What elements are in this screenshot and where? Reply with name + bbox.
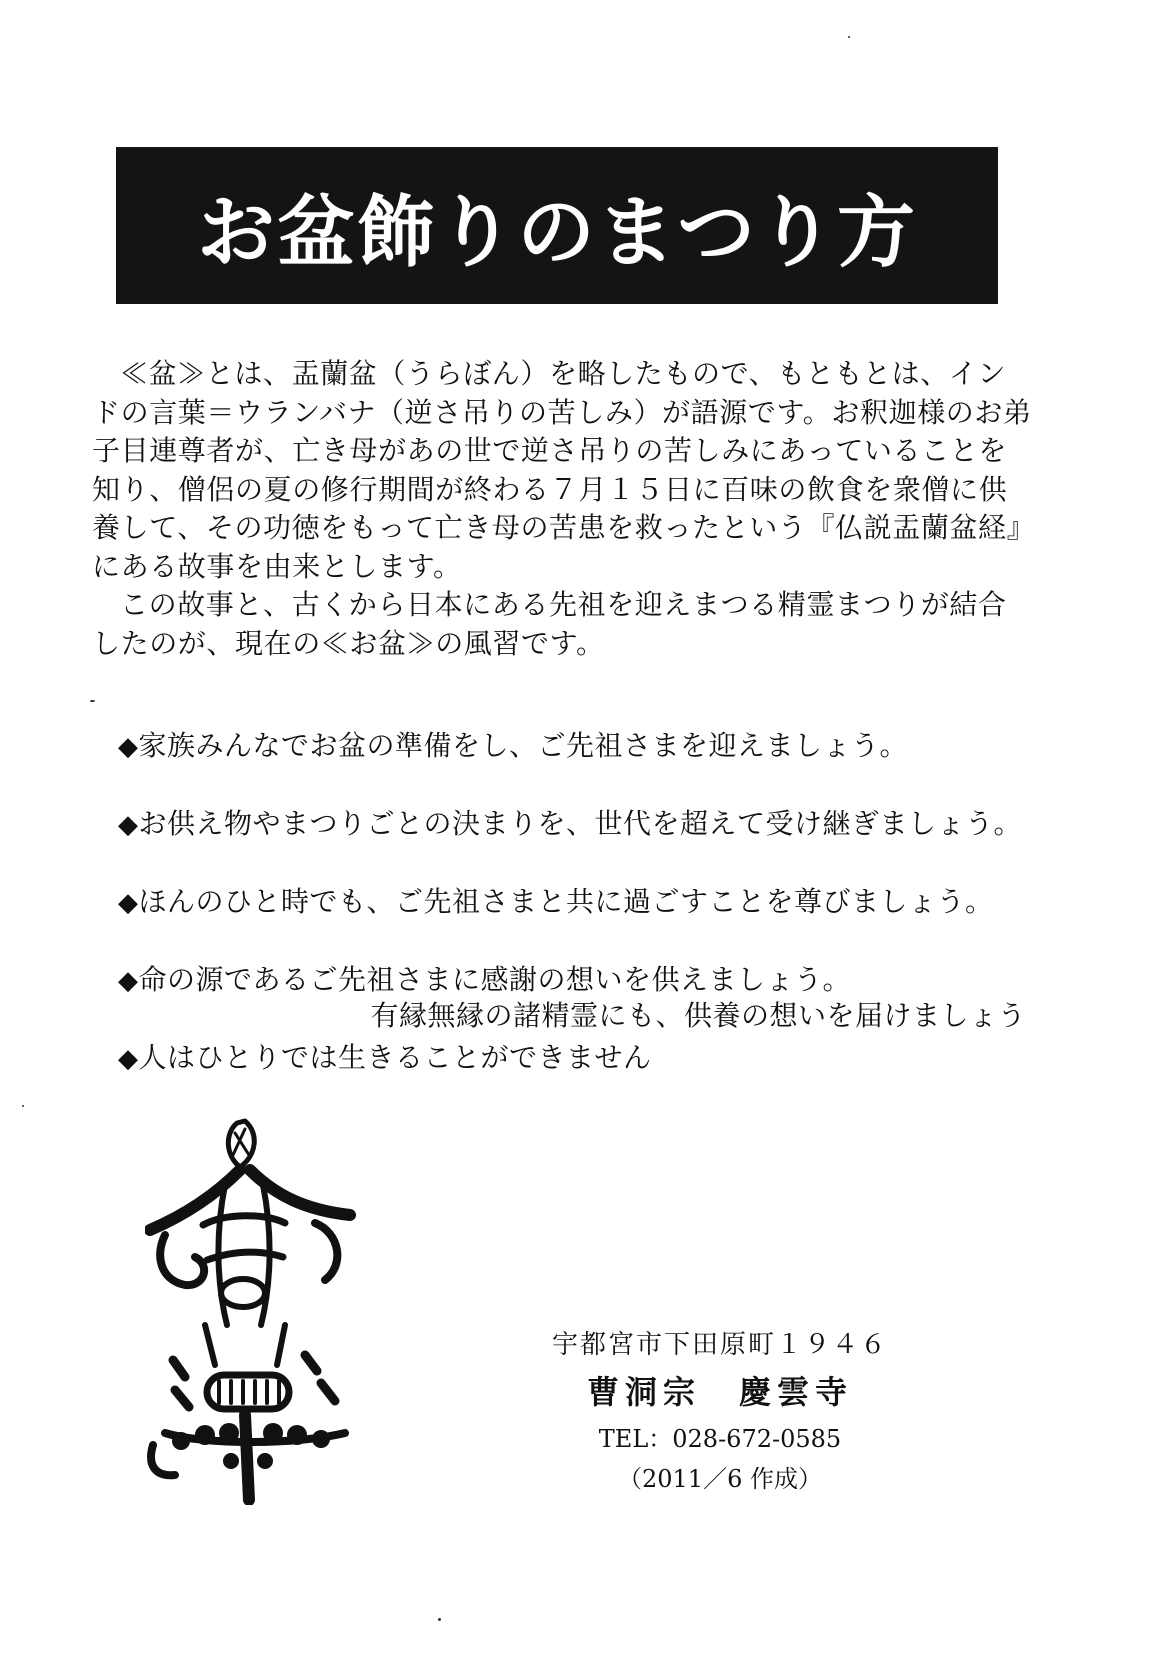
scan-speck: [848, 36, 850, 38]
temple-phone: TEL：028-672-0585: [598, 1425, 842, 1453]
intro-paragraph: ≪盆≫とは、盂蘭盆（うらぼん）を略したもので、もともとは、インドの言葉＝ウランバナ（逆さ吊りの苦しみ）が語源です。お釈迦様のお弟子目連尊者が、亡き母があの世で逆さ吊りの苦しみにあっていることを知り、僧侶の夏の修行期間が終わる７月１５日に百味の飲食を衆僧に供養して、その功徳をもって亡き母の苦患を救ったという『仏説盂蘭盆経』にある故事を由来とします。: [92, 357, 1032, 583]
scan-speck: [22, 1105, 24, 1107]
temple-info: [500, 1325, 940, 1499]
diamond-bullet-icon: ◆: [118, 732, 139, 762]
list-item-continuation: 有縁無縁の諸精霊にも、供養の想いを届けましょう: [370, 999, 1026, 1032]
list-item-text: 人はひとりでは生きることができません: [138, 1041, 652, 1074]
list-item-text: お供え物やまつりごとの決まりを、世代を超えて受け継ぎましょう。: [138, 807, 1023, 840]
bullet-list: [118, 727, 1038, 1117]
list-item-text: ほんのひと時でも、ご先祖さまと共に過ごすことを尊びましょう。: [138, 885, 994, 918]
intro-section: [92, 355, 1032, 663]
list-item: [118, 1039, 1038, 1117]
list-item: [118, 805, 1038, 883]
diamond-bullet-icon: ◆: [118, 810, 139, 840]
intro-paragraph: この故事と、古くから日本にある先祖を迎えまつる精霊まつりが結合したのが、現在の≪お盆≫の風習です。: [92, 588, 1007, 660]
list-item-text: 家族みんなでお盆の準備をし、ご先祖さまを迎えましょう。: [138, 729, 909, 762]
scan-speck: [90, 700, 95, 702]
temple-address: 宇都宮市下田原町１９４６: [551, 1330, 888, 1360]
diamond-bullet-icon: ◆: [118, 966, 139, 996]
calligraphy-seal-icon: [145, 1115, 360, 1505]
scan-speck: [438, 1618, 441, 1621]
page-title: お盆飾りのまつり方: [196, 187, 917, 278]
creation-date: （2011／6 作成）: [618, 1465, 822, 1493]
list-item-text: 命の源であるご先祖さまに感謝の想いを供えましょう。: [138, 963, 852, 996]
diamond-bullet-icon: ◆: [118, 1044, 139, 1074]
diamond-bullet-icon: ◆: [118, 888, 139, 918]
temple-name: 曹洞宗 慶雲寺: [586, 1373, 853, 1411]
title-banner: [116, 147, 998, 304]
list-item: [118, 727, 1038, 805]
list-item: [118, 883, 1038, 961]
